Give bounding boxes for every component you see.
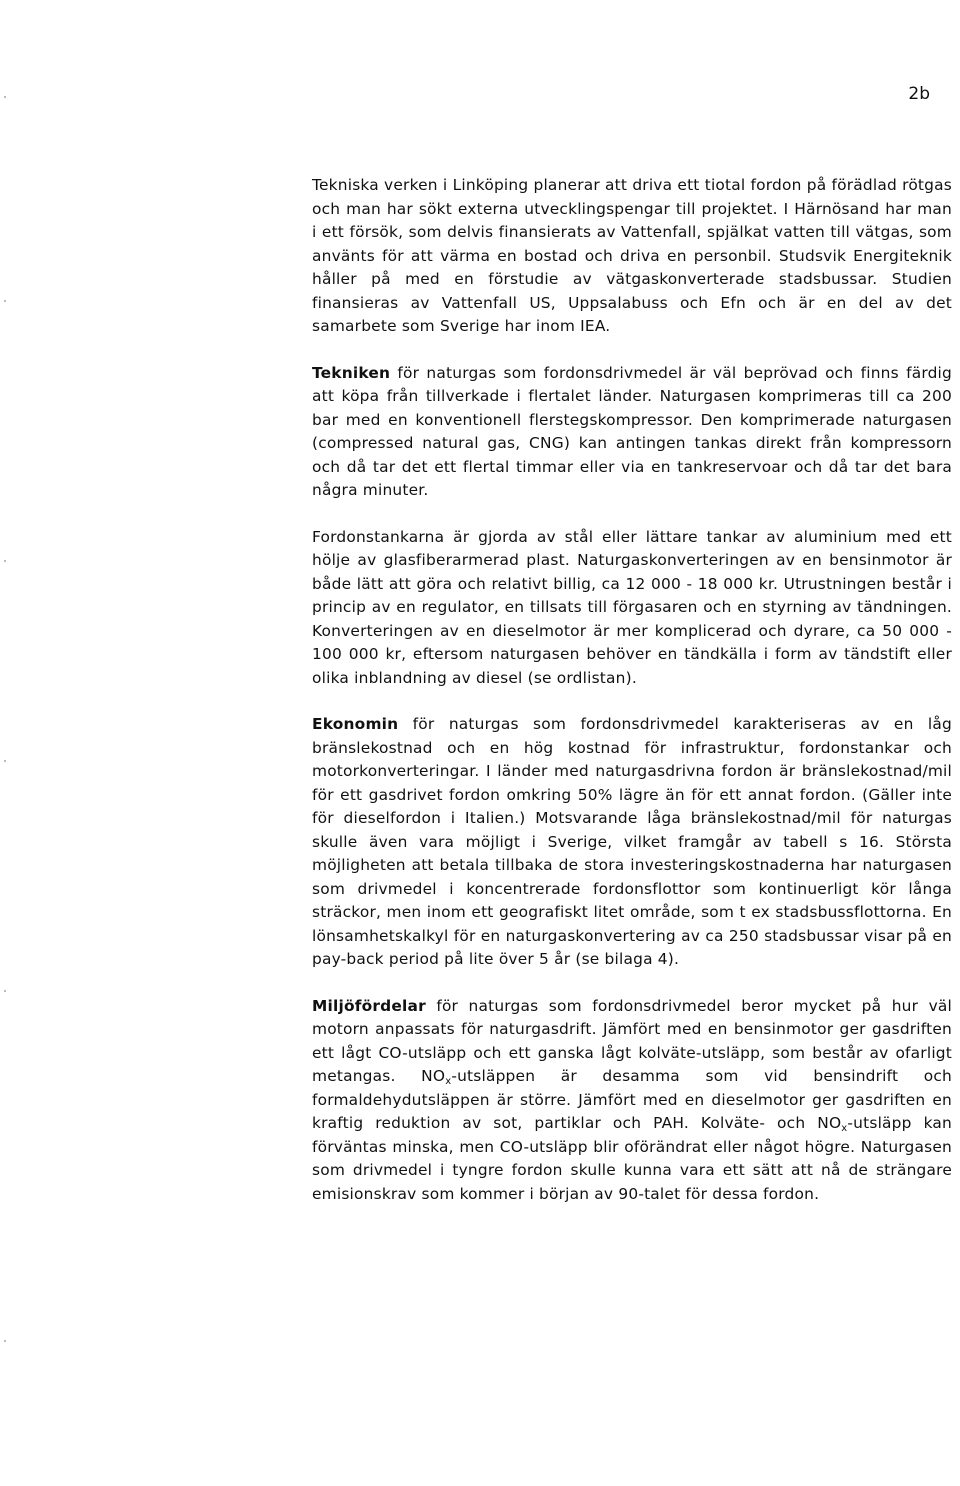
page-number: 2b xyxy=(908,84,930,104)
paragraph-tekniken xyxy=(312,362,952,503)
paragraph-text: för naturgas som fordonsdrivmedel karakteriseras av en låg bränslekostnad och en hög kostnad för infrastruktur, fordonstankar och motorkonverteringar. I länder med naturgasdrivna fordon är bränslekostnad/mil för ett gasdrivet fordon omkring 50% lägre än för ett annat fordon. (Gäller inte för dieselfordon i Italien.) Motsvarande låga bränslekostnad/mil för naturgas skulle även vara möjligt i Sverige, vilket framgår av tabell s 16. Största möjligheten att betala tillbaka de stora investeringskostnaderna har naturgasen som drivmedel i koncentrerade fordonsflottor som kontinuerligt kör långa sträckor, men inom ett geografiskt litet område, som t ex stadsbussflottorna. En lönsamhetskalkyl för en naturgaskonvertering av ca 250 stadsbussar visar på en pay-back period på lite över 5 år (se bilaga 4). xyxy=(312,715,952,968)
scan-speck xyxy=(4,560,6,562)
subscript-x: x xyxy=(445,1076,452,1087)
paragraph-text: -utsläpp kan förväntas minska, men CO-utsläpp blir oförändrat eller något högre. Naturgasen som drivmedel i tyngre fordon skulle kunna vara ett sätt att nå de strängare emisionskrav som kommer i början av 90-talet för dessa fordon. xyxy=(312,1114,952,1203)
scan-speck xyxy=(4,96,6,98)
paragraph-lead: Ekonomin xyxy=(312,715,399,733)
paragraph-miljofordelar xyxy=(312,995,952,1207)
paragraph-text: för naturgas som fordonsdrivmedel är väl beprövad och finns färdig att köpa från tillverkade i flertalet länder. Naturgasen komprimeras till ca 200 bar med en konventionell flerstegskompressor. Den komprimerade naturgasen (compressed natural gas, CNG) kan antingen tankas direkt från kompressorn och då tar det ett flertal timmar eller via en tankreservoar och då tar det bara några minuter. xyxy=(312,363,952,499)
document-body xyxy=(312,174,952,1229)
scan-speck xyxy=(4,1340,6,1342)
subscript-x: x xyxy=(841,1123,848,1134)
paragraph-text: Fordonstankarna är gjorda av stål eller lättare tankar av aluminium med ett hölje av glasfiberarmerad plast. Naturgaskonverteringen av en bensinmotor är både lätt att göra och relativt billig, ca 12 000 - 18 000 kr. Utrustningen består i princip av en regulator, en tillsats till förgasaren och en styrning av tändningen. Konverteringen av en dieselmotor är mer komplicerad och dyrare, ca 50 000 - 100 000 kr, eftersom naturgasen behöver en tändkälla i form av tändstift eller olika inblandning av diesel (se ordlistan). xyxy=(312,527,952,687)
paragraph-text: Tekniska verken i Linköping planerar att driva ett tiotal fordon på förädlad rötgas och man har sökt externa utvecklingspengar till projektet. I Härnösand har man i ett försök, som delvis finansierats av Vattenfall, spjälkat vatten till vätgas, som använts för att värma en bostad och driva en personbil. Studsvik Energiteknik håller på med en förstudie av vätgaskonverterade stadsbussar. Studien finansieras av Vattenfall US, Uppsalabuss och Efn och är en del av det samarbete som Sverige har inom IEA. xyxy=(312,176,952,335)
paragraph-lead: Tekniken xyxy=(312,363,391,382)
scan-speck xyxy=(4,990,6,992)
paragraph-intro xyxy=(312,174,952,339)
paragraph-text: -utsläppen är desamma som vid bensindrift och formaldehydutsläppen är större. Jämfört med en dieselmotor ger gasdriften en kraftig reduktion av sot, partiklar och PAH. Kolväte- och NO xyxy=(312,1067,952,1132)
paragraph-lead: Miljöfördelar xyxy=(312,996,426,1015)
paragraph-fordonstankarna xyxy=(312,526,952,691)
paragraph-ekonomin xyxy=(312,713,952,972)
paragraph-text: för naturgas som fordonsdrivmedel beror mycket på hur väl motorn anpassats för naturgasdrift. Jämfört med en bensinmotor ger gasdriften ett lågt CO-utsläpp och ett ganska lågt kolväte-utsläpp, som består av ofarligt metangas. NO xyxy=(312,996,952,1085)
scan-speck xyxy=(4,300,6,302)
scan-speck xyxy=(4,760,6,762)
